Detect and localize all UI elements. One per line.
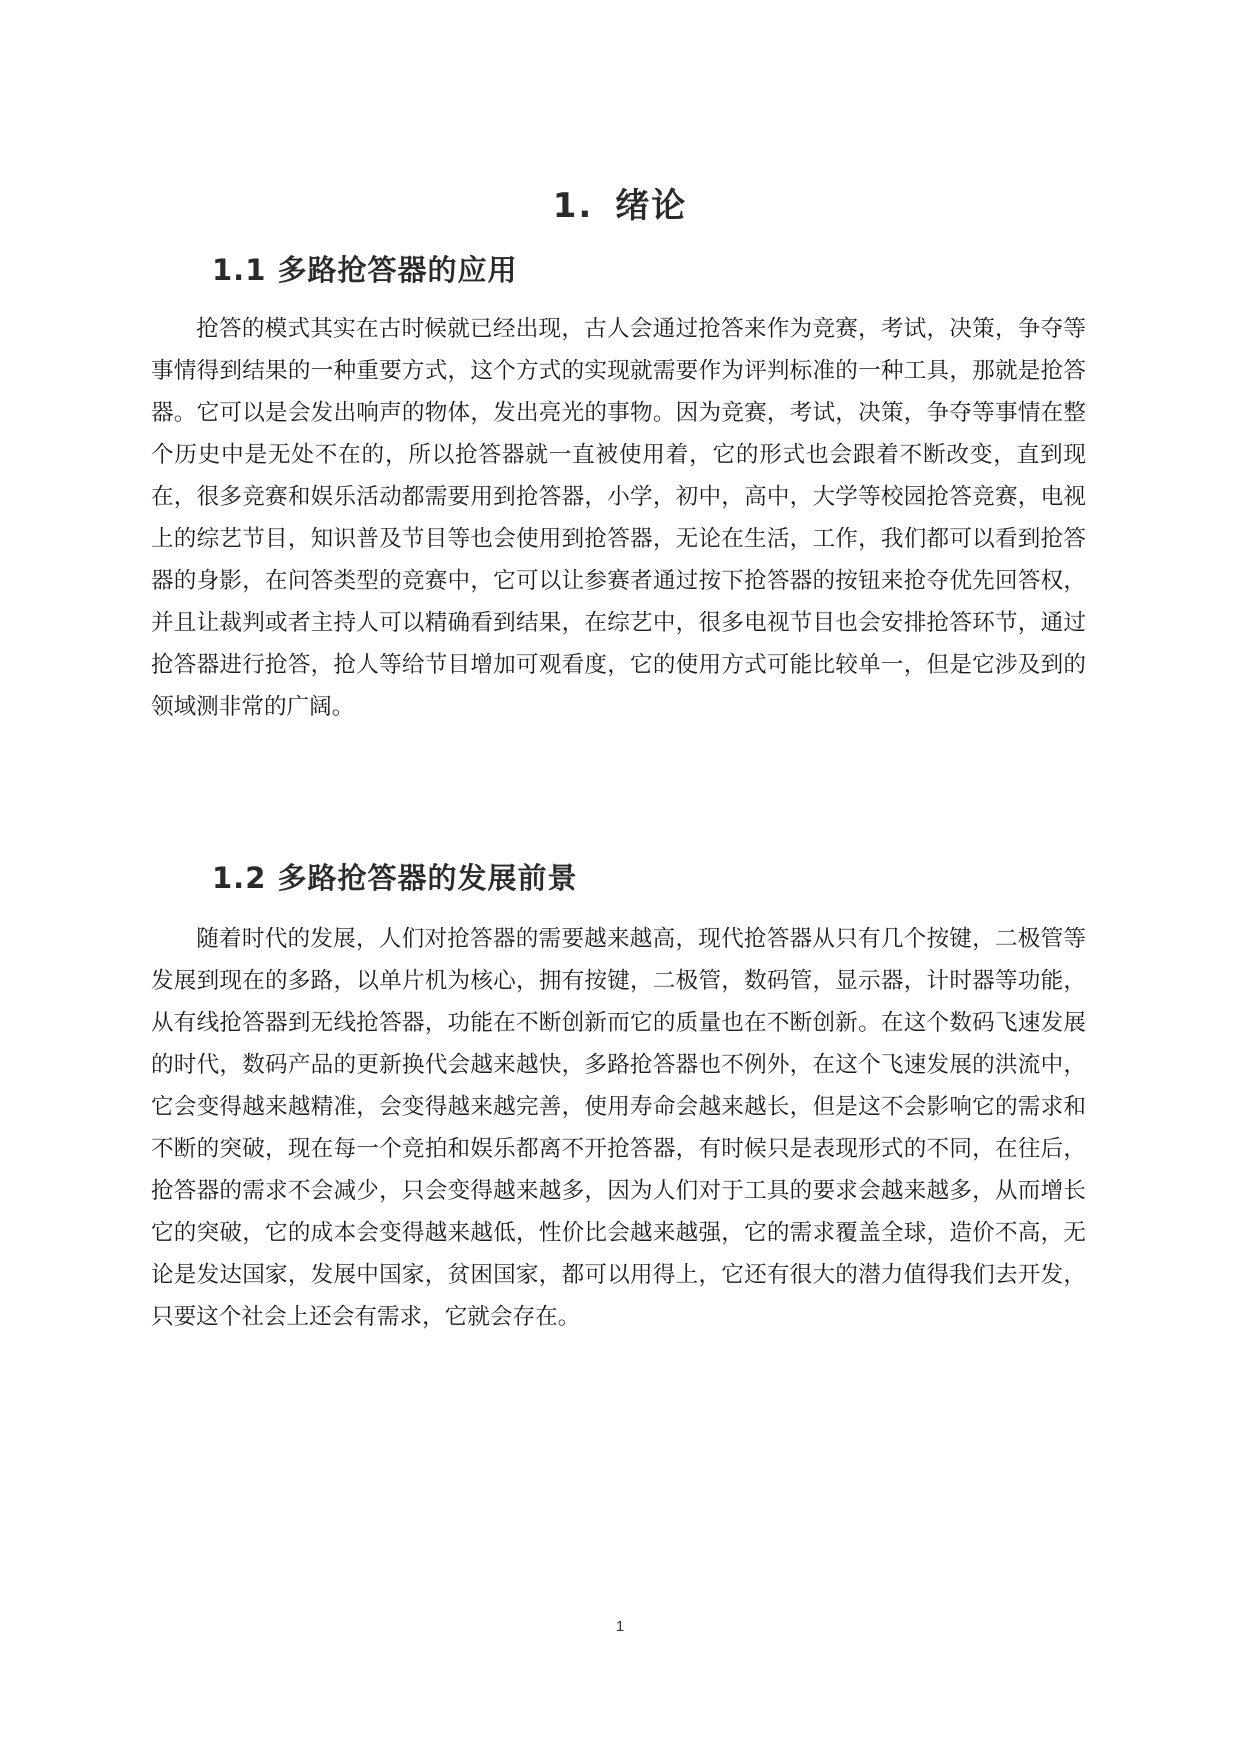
section-heading-1-1: 1.1 多路抢答器的应用 (212, 253, 518, 287)
chapter-title (0, 178, 1240, 227)
section-1-1-paragraph: 抢答的模式其实在古时候就已经出现，古人会通过抢答来作为竞赛，考试，决策，争夺等事情得到结果的一种重要方式，这个方式的实现就需要作为评判标准的一种工具，那就是抢答器。它可以是会发出响声的物体，发出亮光的事物。因为竞赛，考试，决策，争夺等事情在整个历史中是无处不在的，所以抢答器就一直被使用着，它的形式也会跟着不断改变，直到现在，很多竞赛和娱乐活动都需要用到抢答器，小学，初中，高中，大学等校园抢答竞赛，电视上的综艺节目，知识普及节目等也会使用到抢答器，无论在生活，工作，我们都可以看到抢答器的身影，在问答类型的竞赛中，它可以让参赛者通过按下抢答器的按钮来抢夺优先回答权，并且让裁判或者主持人可以精确看到结果，在综艺中，很多电视节目也会安排抢答环节，通过抢答器进行抢答，抢人等给节目增加可观看度，它的使用方式可能比较单一，但是它涉及到的领域测非常的广阔。 (151, 316, 1086, 720)
chapter-title-text: 绪论 (615, 186, 688, 226)
section-heading-1-2: 1.2 多路抢答器的发展前景 (212, 861, 578, 895)
page-number: 1 (615, 1618, 625, 1635)
chapter-number: 1. (552, 186, 594, 226)
section-1-2-paragraph: 随着时代的发展，人们对抢答器的需要越来越高，现代抢答器从只有几个按键，二极管等发展到现在的多路，以单片机为核心，拥有按键，二极管，数码管，显示器，计时器等功能，从有线抢答器到无线抢答器，功能在不断创新而它的质量也在不断创新。在这个数码飞速发展的时代，数码产品的更新换代会越来越快，多路抢答器也不例外，在这个飞速发展的洪流中，它会变得越来越精准，会变得越来越完善，使用寿命会越来越长，但是这不会影响它的需求和不断的突破，现在每一个竞拍和娱乐都离不开抢答器，有时候只是表现形式的不同，在往后，抢答器的需求不会减少，只会变得越来越多，因为人们对于工具的要求会越来越多，从而增长它的突破，它的成本会变得越来越低，性价比会越来越强，它的需求覆盖全球，造价不高，无论是发达国家，发展中国家，贫困国家，都可以用得上，它还有很大的潜力值得我们去开发，只要这个社会上还会有需求，它就会存在。 (151, 926, 1086, 1330)
